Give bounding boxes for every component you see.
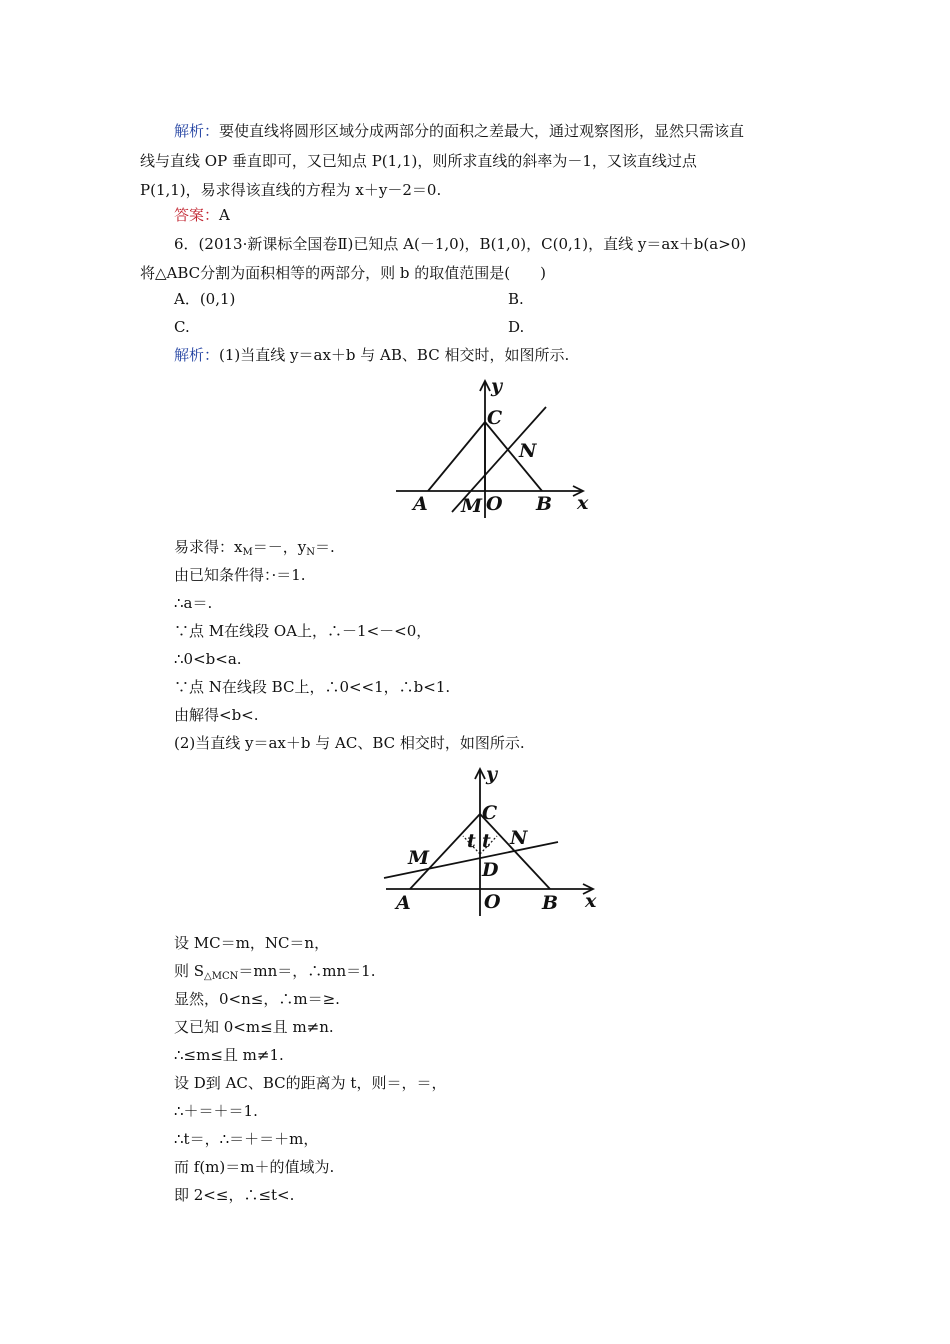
- solution-line: ∵点 M在线段 OA上，∴－1<－<0，: [174, 622, 432, 640]
- solution-line: 则 $S_{\triangle MCN}=mn=$，∴mn＝1.: [174, 962, 376, 982]
- solution-line: ∴0<b<a.: [174, 650, 242, 668]
- solution-line: ∴＋＝＋＝1.: [174, 1102, 258, 1120]
- solution-line: ∵点 N在线段 BC上，∴0<<1，∴b<1.: [174, 678, 451, 696]
- figure-2: [380, 758, 605, 918]
- point-label-o: O: [484, 891, 501, 913]
- question-line: 6．(2013·新课标全国卷Ⅱ)已知点 A(－1,0)，B(1,0)，C(0,1)，直线 y＝ax＋b(a>0): [174, 235, 747, 253]
- figure-1: [390, 370, 600, 520]
- distance-label-t: t: [482, 830, 491, 852]
- solution-line: (2)当直线 y＝ax＋b 与 AC、BC 相交时，如图所示.: [174, 734, 525, 752]
- solution-line: ∴t＝，∴＝＋＝＋m，: [174, 1130, 319, 1148]
- solution-intro-line: [174, 344, 569, 366]
- point-label-o: O: [486, 493, 503, 515]
- solution-line: 由解得<b<.: [174, 706, 259, 724]
- solution-line: 由已知条件得：·＝1.: [174, 566, 306, 584]
- solution-line: ∴a＝.: [174, 594, 213, 612]
- solution-line: 易求得：$x_M=-$，$y_N=$.: [174, 538, 335, 558]
- option-d: D.: [508, 318, 525, 336]
- solution-line: 设 D到 AC、BC的距离为 t，则＝，＝，: [174, 1074, 447, 1092]
- point-label-c: C: [482, 802, 498, 824]
- point-label-b: B: [542, 892, 559, 914]
- solution-line: 即 2<≤，∴≤t<.: [174, 1186, 295, 1204]
- solution-paragraph-line: 线与直线 OP 垂直即可，又已知点 P(1,1)，则所求直线的斜率为－1，又该直线过点: [140, 152, 697, 170]
- solution-line: 设 MC＝m，NC＝n，: [174, 934, 330, 952]
- axis-label-y: y: [486, 763, 498, 785]
- text: (1)当直线 y＝ax＋b 与 AB、BC 相交时，如图所示.: [219, 346, 570, 364]
- solution-label: 解析：: [174, 122, 220, 140]
- point-label-a: A: [396, 892, 411, 914]
- solution-line: 又已知 0<m≤且 m≠n.: [174, 1018, 334, 1036]
- solution-label: 解析：: [174, 346, 220, 364]
- point-label-a: A: [413, 493, 428, 515]
- solution-line: 而 f(m)＝m＋的值域为.: [174, 1158, 335, 1176]
- point-label-b: B: [536, 493, 553, 515]
- question-line: 将△ABC分割为面积相等的两部分，则 b 的取值范围是( ): [140, 264, 546, 282]
- point-label-c: C: [487, 407, 503, 429]
- solution-line: 显然，0<n≤，∴m＝≥.: [174, 990, 340, 1008]
- axis-label-x: x: [585, 890, 597, 912]
- point-label-m: M: [408, 847, 430, 869]
- answer-label: 答案：: [174, 206, 220, 224]
- solution-paragraph-line: [174, 120, 744, 142]
- axis-label-y: y: [491, 375, 503, 397]
- solution-line: ∴≤m≤且 m≠1.: [174, 1046, 284, 1064]
- solution-paragraph-line: P(1,1)，易求得该直线的方程为 x＋y－2＝0.: [140, 181, 442, 199]
- option-a: A．(0,1): [174, 290, 236, 308]
- point-label-n: N: [510, 827, 528, 849]
- option-b: B.: [508, 290, 524, 308]
- option-c: C.: [174, 318, 190, 336]
- point-label-d: D: [482, 859, 499, 881]
- text: 要使直线将圆形区域分成两部分的面积之差最大，通过观察图形，显然只需该直: [219, 122, 745, 140]
- answer-line: [174, 204, 230, 226]
- point-label-n: N: [519, 440, 537, 462]
- answer-value: A: [219, 206, 230, 224]
- point-label-m: M: [461, 495, 483, 517]
- distance-label-t: t: [467, 830, 476, 852]
- axis-label-x: x: [577, 492, 589, 514]
